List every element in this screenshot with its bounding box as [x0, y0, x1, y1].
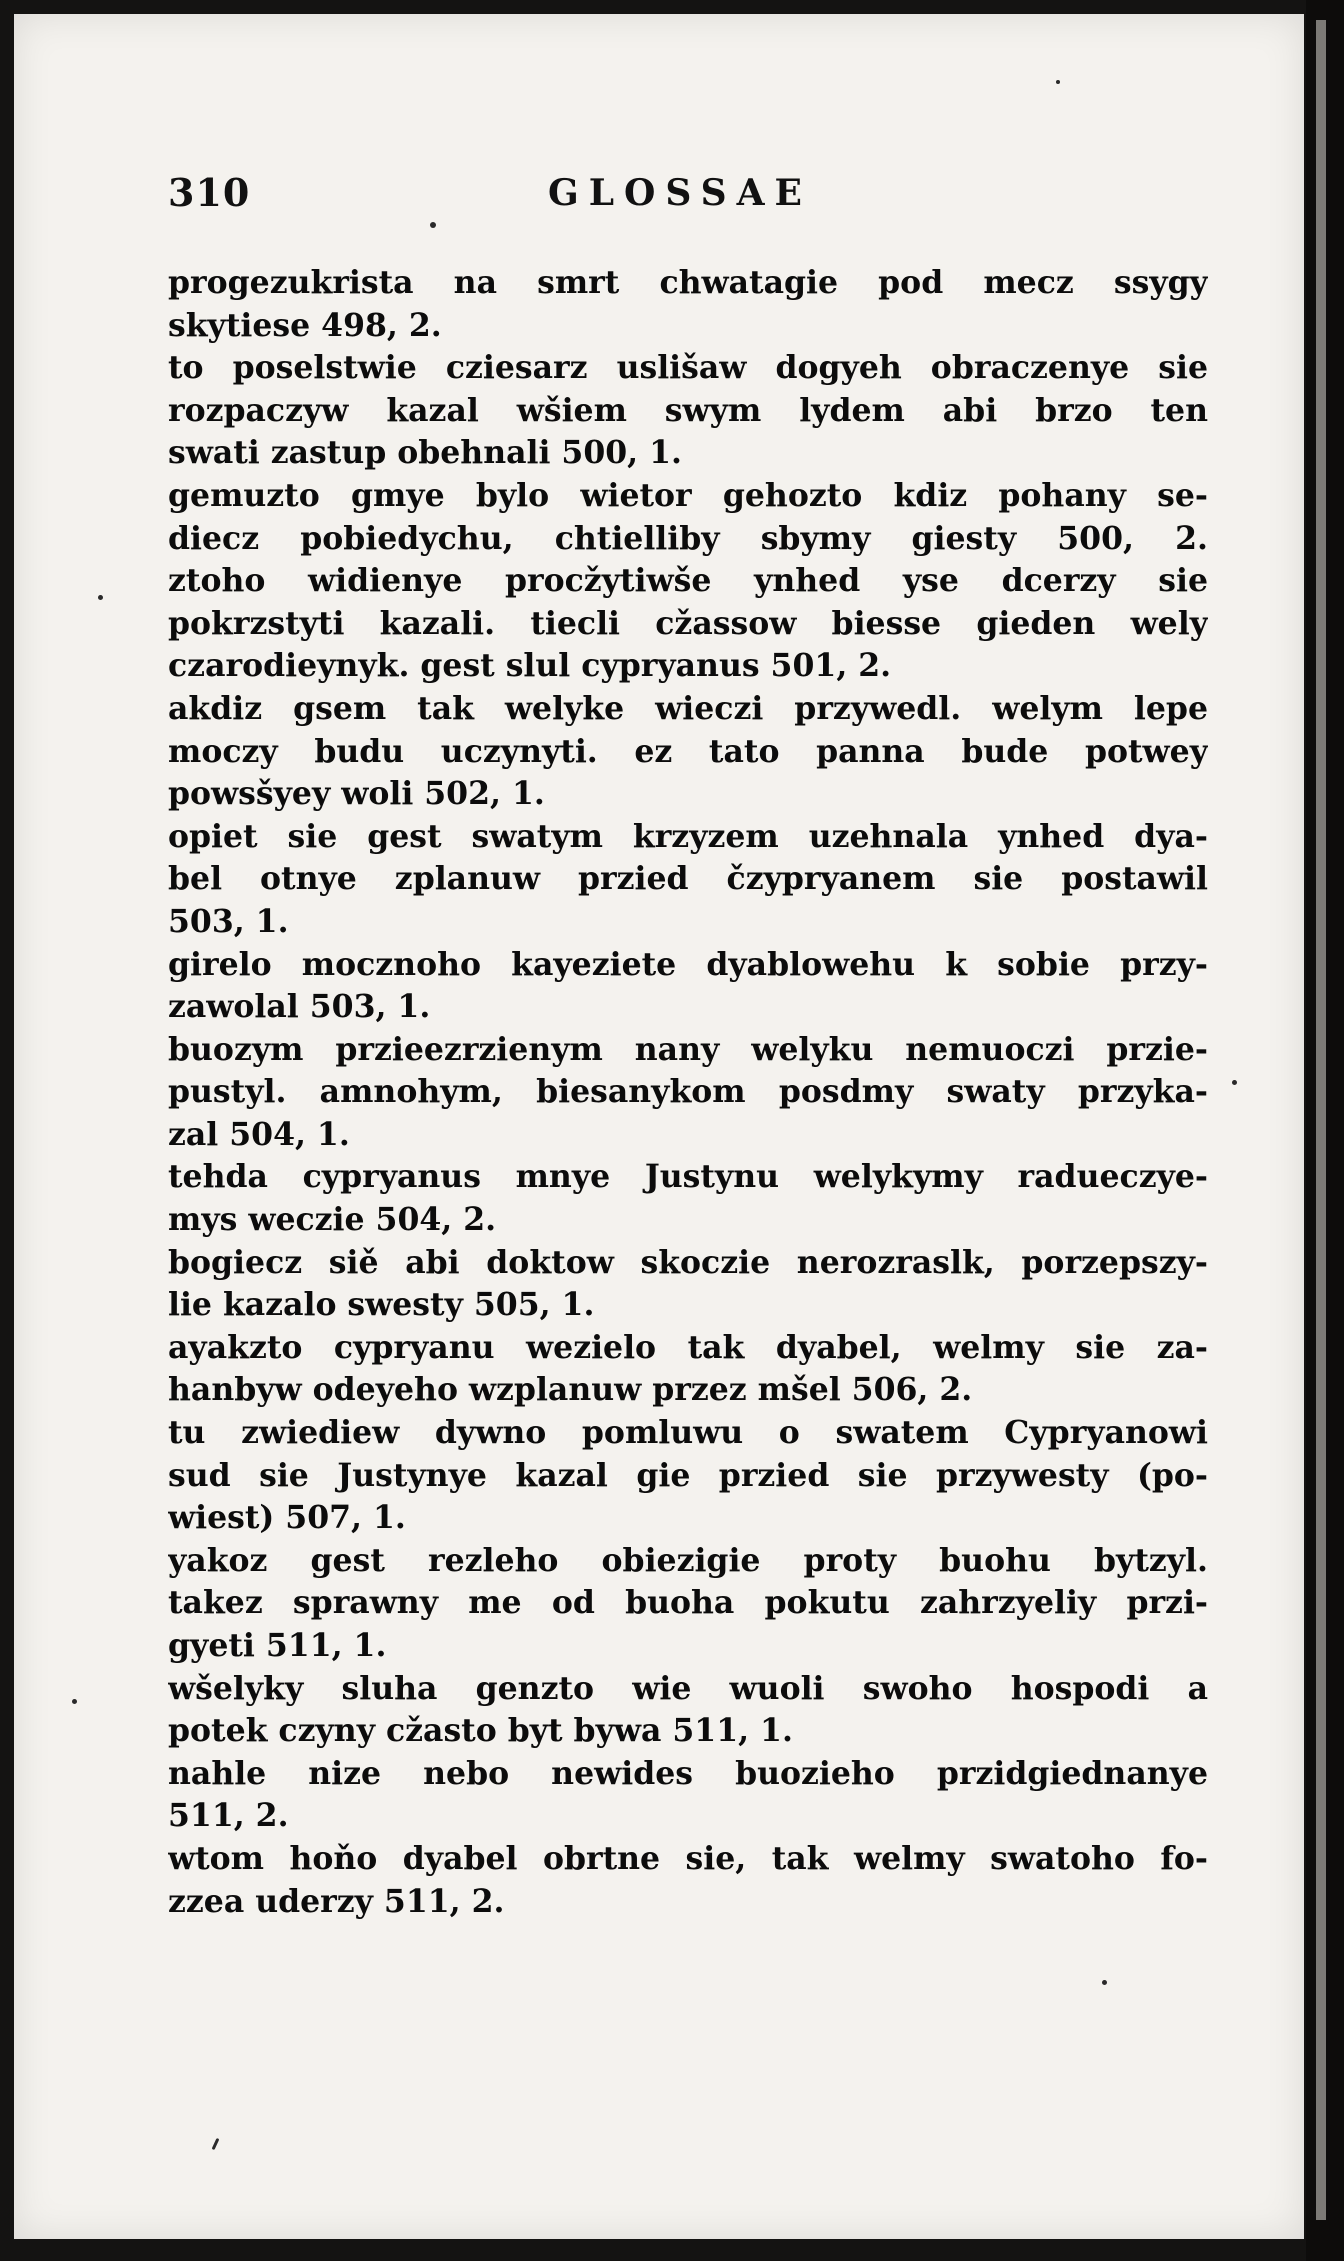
text-line: swati zastup obehnali 500, 1. — [168, 434, 682, 472]
text-line: 511, 2. — [168, 1797, 289, 1835]
text-line: takez sprawny me od buoha pokutu zahrzyeliy przi- — [168, 1584, 1208, 1622]
text-line: bogiecz siě abi doktow skoczie nerozraslk, porzepszy- — [168, 1243, 1208, 1281]
text-line: lie kazalo swesty 505, 1. — [168, 1286, 595, 1324]
text-line: gemuzto gmye bylo wietor gehozto kdiz pohany se- — [168, 476, 1208, 514]
text-line: tu zwiediew dywno pomluwu o swatem Cypryanowi — [168, 1414, 1208, 1452]
text-line: ayakzto cypryanu wezielo tak dyabel, welmy sie za- — [168, 1328, 1208, 1366]
text-line: bel otnye zplanuw przied čzypryanem sie postawil — [168, 860, 1208, 898]
text-line: hanbyw odeyeho wzplanuw przez mšel 506, 2. — [168, 1371, 973, 1409]
text-line: zzea uderzy 511, 2. — [168, 1882, 505, 1920]
text-line: diecz pobiedychu, chtielliby sbymy giesty 500, 2. — [168, 519, 1208, 557]
scan-speck — [1056, 80, 1060, 84]
scan-speck — [1232, 1080, 1237, 1085]
text-line: moczy budu uczynyti. ez tato panna bude potwey — [168, 732, 1208, 770]
text-line: to poselstwie cziesarz uslišaw dogyeh obraczenye sie — [168, 349, 1208, 387]
text-line: ztoho widienye procžytiwše ynhed yse dcerzy sie — [168, 562, 1208, 600]
text-line: wiest) 507, 1. — [168, 1499, 406, 1537]
text-line: czarodieynyk. gest slul cypryanus 501, 2. — [168, 647, 892, 685]
text-line: wtom hoňo dyabel obrtne sie, tak welmy swatoho fo- — [168, 1839, 1208, 1877]
text-line: pokrzstyti kazali. tiecli cžassow biesse gieden wely — [168, 604, 1208, 642]
text-line: sud sie Justynye kazal gie przied sie przywesty (po- — [168, 1456, 1208, 1494]
text-line: progezukrista na smrt chwatagie pod mecz ssygy — [168, 264, 1208, 301]
page-number: 310 — [168, 170, 251, 215]
text-line: buozym przieezrzienym nany welyku nemuoczi przie- — [168, 1030, 1208, 1068]
text-line: akdiz gsem tak welyke wieczi przywedl. welym lepe — [168, 689, 1208, 727]
text-line: girelo mocznoho kayeziete dyablowehu k sobie przy- — [168, 945, 1208, 983]
running-title: GLOSSAE — [548, 172, 812, 214]
text-line: yakoz gest rezleho obiezigie prоty buohu bytzyl. — [168, 1541, 1208, 1579]
scan-speck — [1102, 1980, 1107, 1985]
text-line: nahle nize nebo newides buozieho przidgiednanye — [168, 1754, 1208, 1792]
scan-speck — [72, 1699, 77, 1704]
page-header — [168, 170, 1198, 230]
text-line: powsšyey woli 502, 1. — [168, 775, 545, 813]
text-line: tehda cypryanus mnye Justynu welykymy radueczye- — [168, 1158, 1208, 1196]
text-line: skytiese 498, 2. — [168, 306, 442, 344]
scan-speck — [430, 222, 436, 228]
scan-speck — [98, 595, 103, 600]
next-page-edge — [1316, 20, 1326, 2220]
text-line: rozpaczyw kazal wšiem swym lydem abi brzo ten — [168, 391, 1208, 429]
text-line: zawolal 503, 1. — [168, 988, 431, 1026]
text-line: pustyl. amnohym, biesanykom posdmy swaty przyka- — [168, 1073, 1208, 1111]
text-line: wšelyky sluha genzto wie wuoli swoho hospodi a — [168, 1669, 1208, 1707]
text-line: zal 504, 1. — [168, 1115, 350, 1153]
text-line: potek czyny cžasto byt bywa 511, 1. — [168, 1712, 793, 1750]
text-line: opiet sie gest swatym krzyzem uzehnala ynhed dya- — [168, 817, 1208, 855]
text-line: gyeti 511, 1. — [168, 1627, 387, 1664]
text-line: 503, 1. — [168, 902, 289, 940]
glossary-text — [168, 262, 1208, 1923]
text-line: mys weczie 504, 2. — [168, 1201, 497, 1239]
